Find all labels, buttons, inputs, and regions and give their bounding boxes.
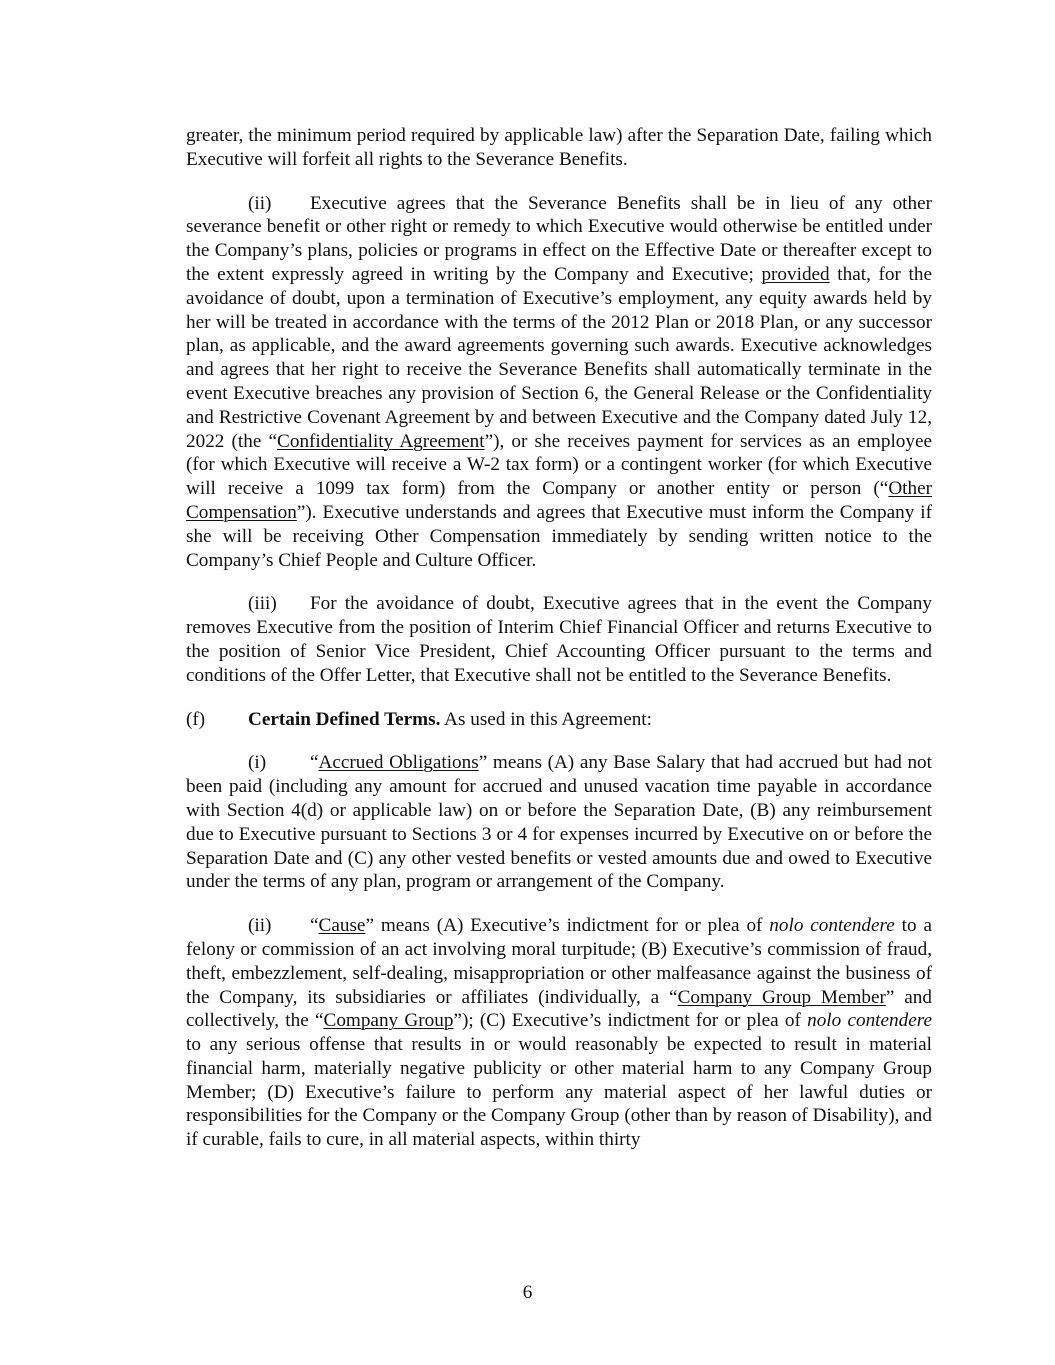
italic-term: nolo contendere (807, 1010, 932, 1032)
defined-term-provided: provided (761, 263, 830, 285)
paragraph-text: ”). Executive understands and agrees that Executive must inform the Company if she will be receiving Other Compensation immediately by sending written notice to the Company’s Chief People and Culture Officer. (186, 501, 932, 571)
paragraph-text: As used in this Agreement: (440, 708, 652, 730)
paragraph-text: Executive agrees that the Severance Benefits shall be in lieu of any other severance benefit or other right or remedy to which Executive would otherwise be entitled under the Company’s plans, policies or programs in effect on the Effective Date or thereafter except to the extent expressly agreed in writing by the Company and Executive; (186, 192, 932, 285)
defined-term-other-compensation: Other Compensation (186, 478, 932, 523)
defined-term-company-group: Company Group (323, 1010, 454, 1032)
section-number: (f) (186, 708, 206, 730)
section-f-heading (186, 708, 932, 732)
paragraph-f-ii (186, 914, 932, 1152)
quote-mark: “ (310, 915, 319, 937)
document-body (186, 124, 932, 1172)
paragraph-text: to a felony or commission of an act involving moral turpitude; (B) Executive’s commission of fraud, theft, embezzlement, self-dealing, misappropriation or other malfeasance against the business of the Company, its subsidiaries or affiliates (individually, a “ (186, 915, 932, 1008)
quote-mark: “ (310, 752, 319, 774)
paragraph-continuation (186, 124, 932, 172)
paragraph-number: (iii) (248, 593, 277, 615)
paragraph-text: For the avoidance of doubt, Executive agrees that in the event the Company removes Executive from the position of Interim Chief Financial Officer and returns Executive to the position of Senior Vice President, Chief Accounting Officer pursuant to the terms and conditions of the Offer Letter, that Executive shall not be entitled to the Severance Benefits. (186, 593, 932, 686)
defined-term-cause: Cause (318, 915, 366, 937)
paragraph-text: ” and collectively, the “ (186, 986, 932, 1032)
paragraph-text: greater, the minimum period required by applicable law) after the Separation Date, failing which Executive will forfeit all rights to the Severance Benefits. (186, 125, 932, 170)
paragraph-number: (ii) (248, 915, 272, 937)
paragraph-f-i (186, 751, 932, 894)
paragraph-number: (i) (248, 752, 267, 774)
defined-term-company-group-member: Company Group Member (677, 986, 886, 1008)
paragraph-number: (ii) (248, 192, 272, 214)
defined-term-confidentiality-agreement: Confidentiality Agreement (277, 430, 485, 452)
italic-term: nolo contendere (769, 915, 895, 937)
paragraph-text: ”); (C) Executive’s indictment for or plea of (453, 1010, 808, 1032)
defined-term-accrued-obligations: Accrued Obligations (318, 752, 479, 774)
paragraph-text: ” means (A) any Base Salary that had accrued but had not been paid (including any amount for accrued and unused vacation time payable in accordance with Section 4(d) or applicable law) on or before the Separation Date, (B) any reimbursement due to Executive pursuant to Sections 3 or 4 for expenses incurred by Executive on or before the Separation Date and (C) any other vested benefits or vested amounts due and owed to Executive under the terms of any plan, program or arrangement of the Company. (186, 752, 932, 893)
section-heading: Certain Defined Terms. (248, 708, 441, 730)
paragraph-e-iii (186, 592, 932, 687)
page-number: 6 (522, 1282, 533, 1303)
paragraph-text: ”), or she receives payment for services as an employee (for which Executive will receive a W-2 tax form) or a contingent worker (for which Executive will receive a 1099 tax form) from the Company or another entity or person (“ (186, 430, 932, 500)
paragraph-text: to any serious offense that results in or would reasonably be expected to result in material financial harm, materially negative publicity or other material harm to any Company Group Member; (D) Executive’s failure to perform any material aspect of her lawful duties or responsibilities for the Company or the Company Group (other than by reason of Disability), and if curable, fails to cure, in all material aspects, within thirty (186, 1034, 932, 1151)
paragraph-text: that, for the avoidance of doubt, upon a termination of Executive’s employment, any equity awards held by her will be treated in accordance with the terms of the 2012 Plan or 2018 Plan, or any successor plan, as applicable, and the award agreements governing such awards. Executive acknowledges and agrees that her right to receive the Severance Benefits shall automatically terminate in the event Executive breaches any provision of Section 6, the General Release or the Confidentiality and Restrictive Covenant Agreement by and between Executive and the Company dated July 12, 2022 (the “ (186, 263, 932, 452)
paragraph-text: ” means (A) Executive’s indictment for or plea of (365, 915, 770, 937)
paragraph-e-ii (186, 192, 932, 573)
